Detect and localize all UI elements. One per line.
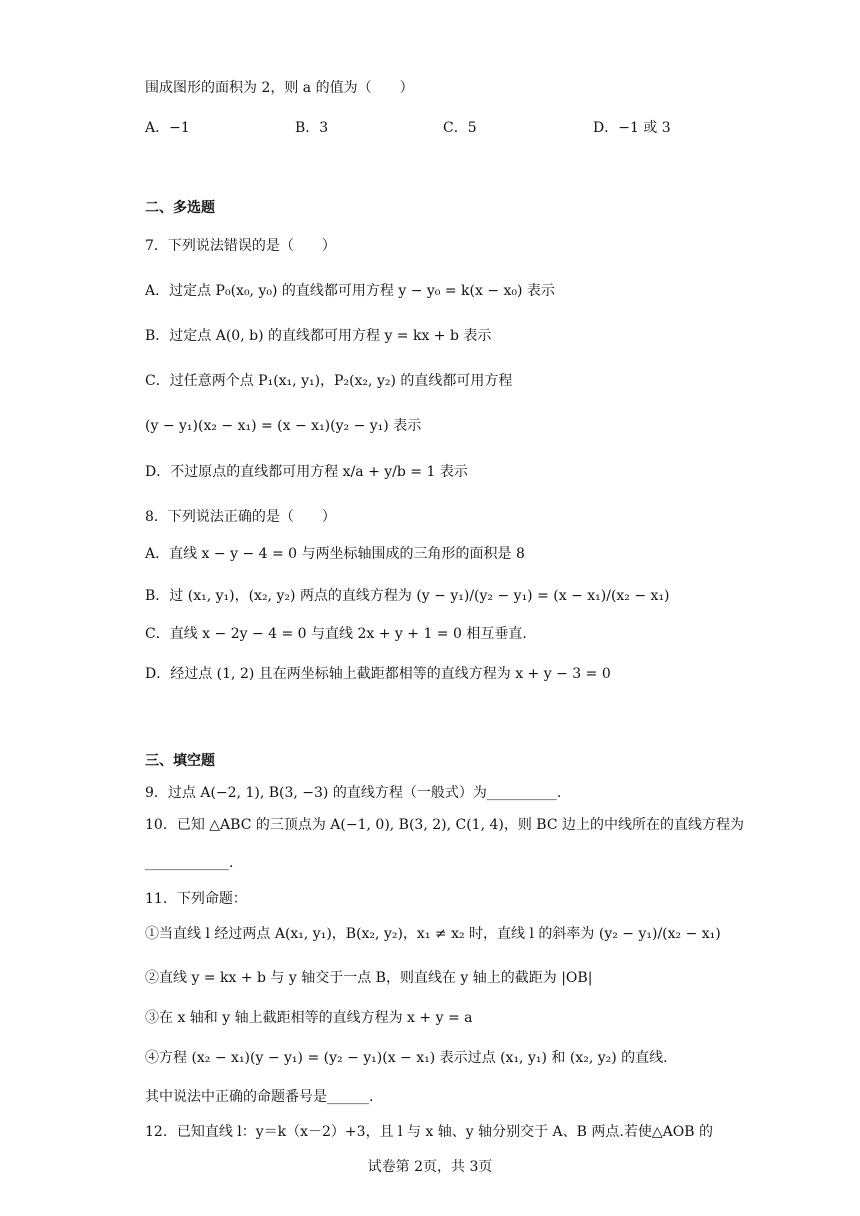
q10-line2: ____________. xyxy=(145,855,234,871)
q11-proposition-4: ④方程 (x₂ − x₁)(y − y₁) = (y₂ − y₁)(x − x₁) 表示过点 (x₁, y₁) 和 (x₂, y₂) 的直线. xyxy=(145,1050,668,1066)
q8-option-b: B．过 (x₁, y₁)，(x₂, y₂) 两点的直线方程为 (y − y₁)/(y₂ − y₁) = (x − x₁)/(x₂ − x₁) xyxy=(145,588,670,604)
section-multi-choice-heading: 二、多选题 xyxy=(145,200,215,216)
q6-option-c: C．5 xyxy=(443,120,477,136)
q6-option-b: B．3 xyxy=(295,120,329,136)
q12-stem: 12．已知直线 l：y＝k（x－2）+3，且 l 与 x 轴、y 轴分别交于 A、B 两点.若使△AOB 的 xyxy=(145,1124,713,1140)
q7-stem: 7．下列说法错误的是（ ） xyxy=(145,238,336,254)
q8-stem: 8．下列说法正确的是（ ） xyxy=(145,509,336,525)
q6-option-a: A．−1 xyxy=(145,120,190,136)
q6-option-d: D．−1 或 3 xyxy=(593,120,671,136)
q7-option-a: A．过定点 P₀(x₀, y₀) 的直线都可用方程 y − y₀ = k(x − x₀) 表示 xyxy=(145,283,555,299)
q8-option-a: A．直线 x − y − 4 = 0 与两坐标轴围成的三角形的面积是 8 xyxy=(145,546,525,562)
q7-option-d: D．不过原点的直线都可用方程 x/a + y/b = 1 表示 xyxy=(145,464,468,480)
q8-option-c: C．直线 x − 2y − 4 = 0 与直线 2x + y + 1 = 0 相互垂直. xyxy=(145,626,527,642)
page-footer: 试卷第 2页，共 3页 xyxy=(367,1159,493,1175)
q11-conclusion: 其中说法中正确的命题番号是______. xyxy=(145,1089,374,1105)
q7-option-b: B．过定点 A(0, b) 的直线都可用方程 y = kx + b 表示 xyxy=(145,328,492,344)
q8-option-d: D．经过点 (1, 2) 且在两坐标轴上截距都相等的直线方程为 x + y − 3 = 0 xyxy=(145,666,611,682)
q6-stem-tail: 围成图形的面积为 2，则 a 的值为（ ） xyxy=(145,80,414,96)
q11-proposition-1: ①当直线 l 经过两点 A(x₁, y₁)，B(x₂, y₂)，x₁ ≠ x₂ 时，直线 l 的斜率为 (y₂ − y₁)/(x₂ − x₁) xyxy=(145,926,721,942)
q11-proposition-2: ②直线 y = kx + b 与 y 轴交于一点 B，则直线在 y 轴上的截距为 |OB| xyxy=(145,970,593,986)
q11-stem: 11．下列命题： xyxy=(145,891,247,907)
q7-option-c-line1: C．过任意两个点 P₁(x₁, y₁)，P₂(x₂, y₂) 的直线都可用方程 xyxy=(145,373,513,389)
q7-option-c-line2: (y − y₁)(x₂ − x₁) = (x − x₁)(y₂ − y₁) 表示 xyxy=(145,418,422,434)
q11-proposition-3: ③在 x 轴和 y 轴上截距相等的直线方程为 x + y = a xyxy=(145,1010,473,1026)
q10-line1: 10．已知 △ABC 的三顶点为 A(−1, 0), B(3, 2), C(1, 4)，则 BC 边上的中线所在的直线方程为 xyxy=(145,817,745,833)
section-fill-in-heading: 三、填空题 xyxy=(145,753,215,769)
q9: 9．过点 A(−2, 1), B(3, −3) 的直线方程（一般式）为__________. xyxy=(145,785,562,801)
